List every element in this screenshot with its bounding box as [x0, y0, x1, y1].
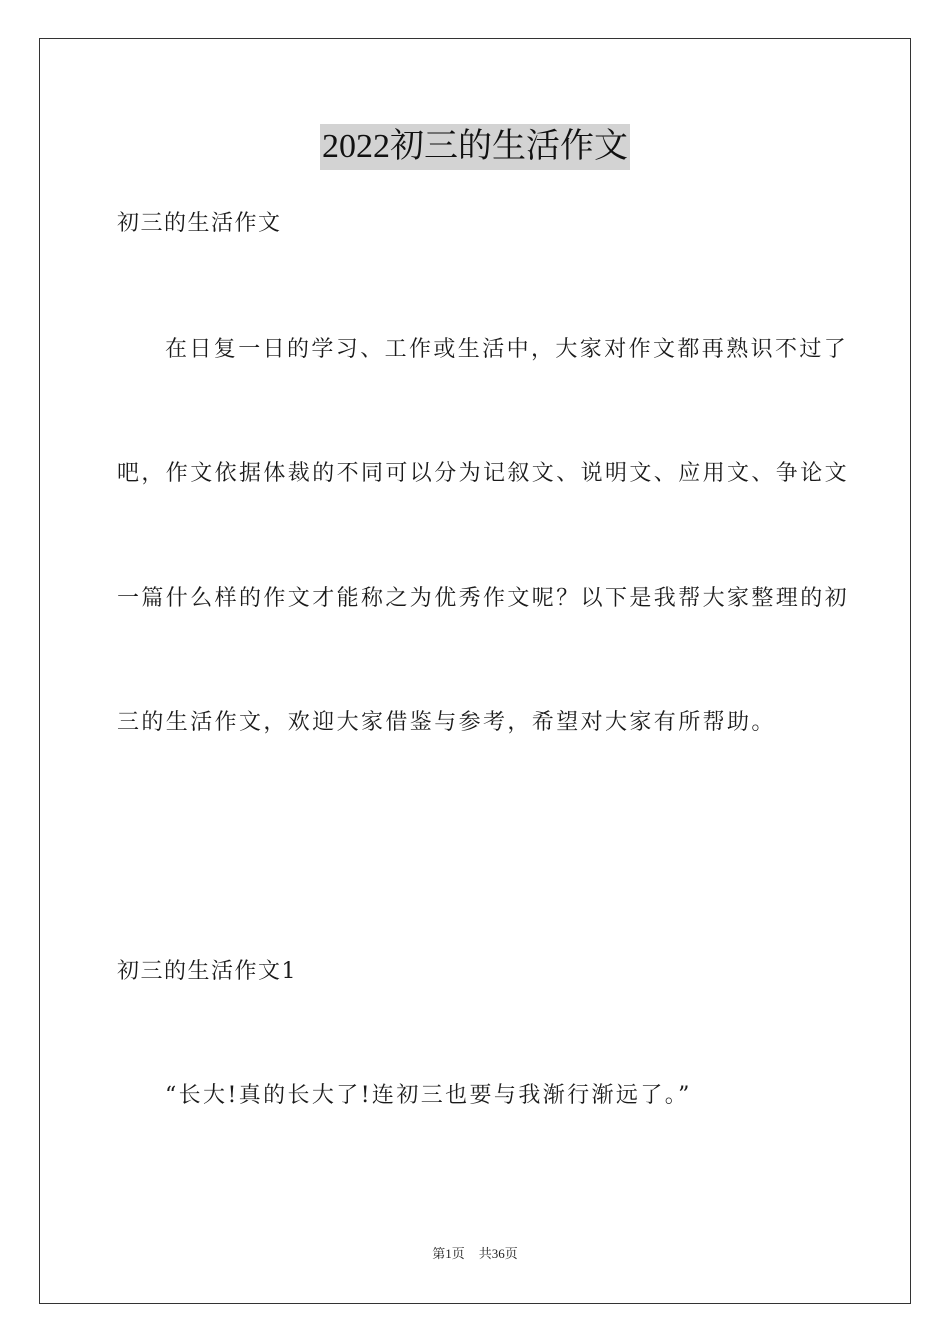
intro-line-2: 吧，作文依据体裁的不同可以分为记叙文、说明文、应用文、争论文	[117, 461, 850, 486]
document-title: 2022初三的生活作文	[320, 124, 630, 170]
intro-line-3: 一篇什么样的作文才能称之为优秀作文呢？以下是我帮大家整理的初	[117, 586, 850, 611]
document-title-block	[0, 124, 950, 176]
quote-line: “长大!真的长大了!连初三也要与我渐行渐远了。”	[165, 1083, 692, 1108]
section-heading: 初三的生活作文1	[117, 959, 297, 984]
document-subtitle: 初三的生活作文	[117, 211, 282, 236]
page-number: 第1页	[432, 1246, 465, 1261]
intro-line-4: 三的生活作文，欢迎大家借鉴与参考，希望对大家有所帮助。	[117, 710, 776, 735]
intro-line-1: 在日复一日的学习、工作或生活中，大家对作文都再熟识不过了	[165, 337, 849, 362]
page-footer	[0, 1245, 950, 1263]
page-total: 共36页	[478, 1246, 518, 1261]
